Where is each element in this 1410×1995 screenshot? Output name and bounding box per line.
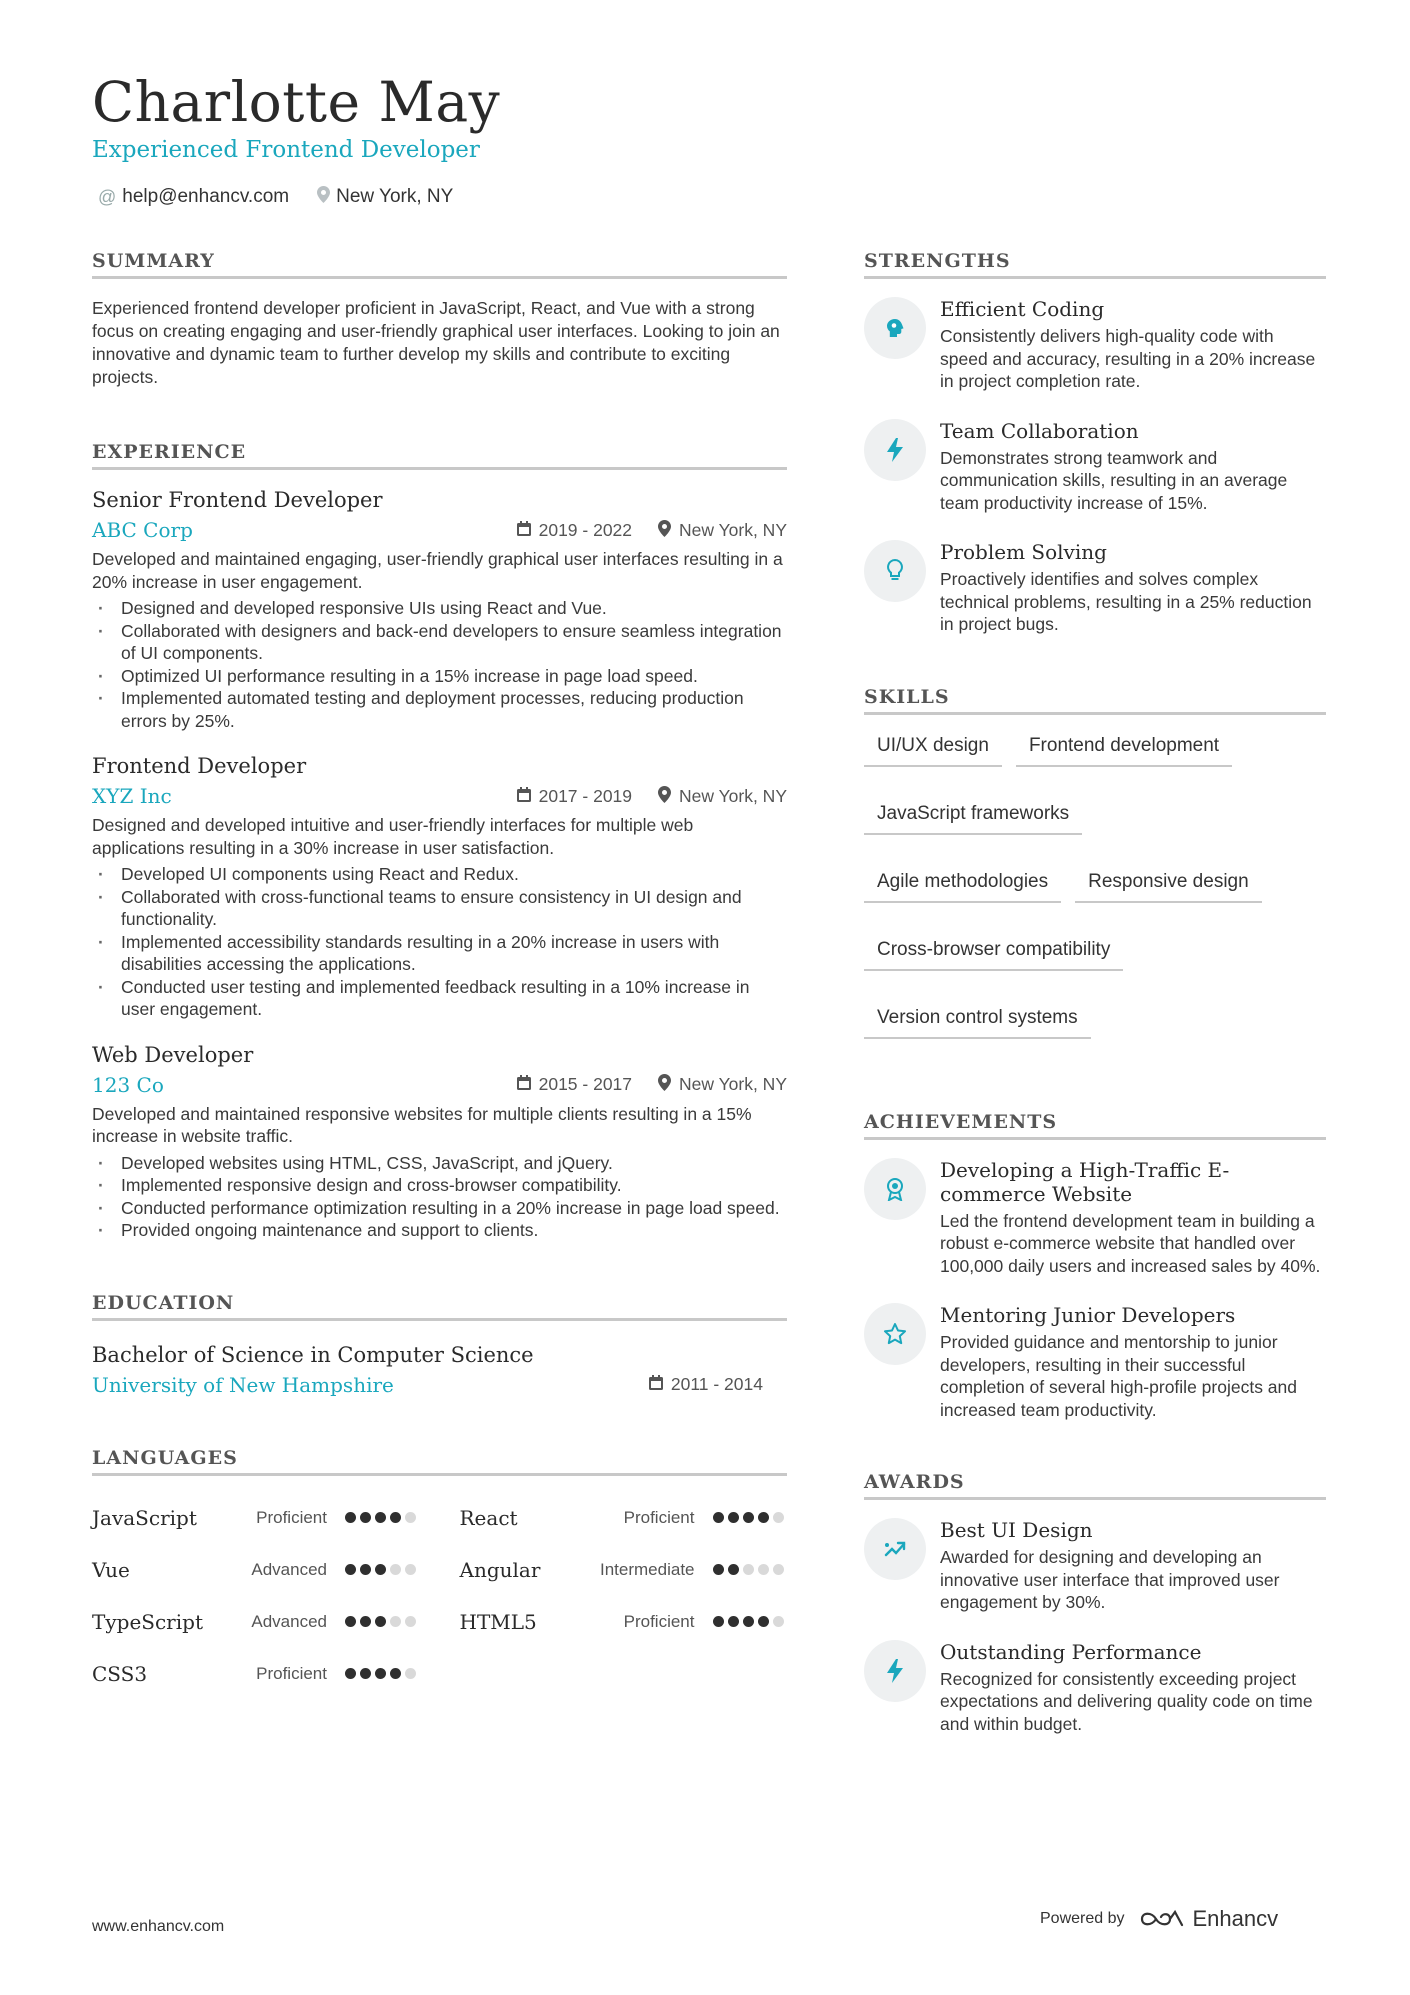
email-text: help@enhancv.com (122, 186, 290, 207)
degree: Bachelor of Science in Computer Science (92, 1342, 534, 1367)
proficiency-dots (345, 1564, 416, 1575)
skill-tag: Frontend development (1016, 731, 1232, 767)
card-title: Efficient Coding (940, 297, 1105, 321)
proficiency-dot (728, 1512, 739, 1523)
proficiency-dot (728, 1616, 739, 1627)
card-body (940, 1640, 1326, 1736)
skill-tag: UI/UX design (864, 731, 1002, 767)
card-title: Outstanding Performance (940, 1639, 1202, 1664)
job-title: Web Developer (92, 1042, 254, 1067)
proficiency-dot (360, 1512, 371, 1523)
proficiency-dot (405, 1512, 416, 1523)
job-entry (92, 488, 787, 732)
bullet-item: · Collaborated with cross-functional teams to ensure consistency in UI design and functionality. (92, 886, 787, 931)
job-bullets (92, 1152, 787, 1242)
section-heading: LANGUAGES (92, 1447, 787, 1476)
card-title: Developing a High-Traffic E-commerce Website (940, 1157, 1230, 1206)
skill-tag: Agile methodologies (864, 867, 1061, 903)
proficiency-dots (345, 1616, 416, 1627)
language-name: CSS3 (92, 1661, 148, 1686)
job-meta-row (92, 1073, 787, 1097)
bullet-item: · Provided ongoing maintenance and support to clients. (92, 1219, 787, 1242)
language-item (92, 1544, 420, 1596)
proficiency-dot (390, 1616, 401, 1627)
language-name: Vue (92, 1557, 130, 1582)
lightbulb-icon (864, 540, 926, 602)
footer-powered (1040, 1906, 1278, 1932)
job-date-group (517, 1074, 632, 1095)
growth-arrow-icon (864, 1518, 926, 1580)
proficiency-dot (390, 1512, 401, 1523)
job-location-group (658, 1074, 787, 1095)
section-heading: SUMMARY (92, 250, 787, 279)
language-grid (92, 1492, 787, 1700)
job-date-group (517, 786, 632, 807)
proficiency-dot (728, 1564, 739, 1575)
section-heading: SKILLS (864, 686, 1326, 715)
strengths-item (864, 540, 1326, 636)
bullet-item: · Optimized UI performance resulting in a 15% increase in page load speed. (92, 665, 787, 688)
education-dates (649, 1374, 763, 1395)
language-item (92, 1492, 420, 1544)
language-name: TypeScript (92, 1609, 203, 1634)
language-level: Proficient (256, 1663, 327, 1683)
job-description: Developed and maintained responsive websites for multiple clients resulting in a 15% increase in website traffic. (92, 1103, 752, 1146)
proficiency-dots (345, 1668, 416, 1679)
proficiency-dot (375, 1616, 386, 1627)
enhancv-logo-icon (1139, 1908, 1185, 1930)
language-item (460, 1544, 788, 1596)
achievements-item (864, 1158, 1326, 1278)
proficiency-dot (743, 1512, 754, 1523)
card-body (940, 1158, 1326, 1278)
language-level: Advanced (251, 1559, 327, 1579)
job-title: Frontend Developer (92, 754, 307, 778)
card-description: Led the frontend development team in building a robust e-commerce website that handled over 100,000 daily users and increased sales by 40%. (940, 1210, 1321, 1276)
proficiency-dot (390, 1564, 401, 1575)
awards-section (864, 1471, 1326, 1735)
proficiency-dot (345, 1668, 356, 1679)
achievements-item (864, 1303, 1326, 1421)
proficiency-dot (345, 1616, 356, 1627)
proficiency-dot (360, 1616, 371, 1627)
card-description: Proactively identifies and solves complex technical problems, resulting in a 25% reduction in project bugs. (940, 569, 1312, 634)
proficiency-dot (713, 1564, 724, 1575)
medal-icon (864, 1158, 926, 1220)
date-range: 2019 - 2022 (538, 519, 633, 540)
job-description: Developed and maintained engaging, user-friendly graphical user interfaces resulting in a 20% increase in user engagement. (92, 549, 783, 592)
language-level: Proficient (623, 1507, 695, 1527)
card-body (940, 297, 1326, 393)
proficiency-dot (405, 1564, 416, 1575)
bullet-item: · Implemented accessibility standards resulting in a 20% increase in users with disabilities accessing the applications. (92, 931, 787, 976)
brand-logo[interactable] (1139, 1906, 1279, 1932)
calendar-icon (649, 1375, 663, 1394)
calendar-icon (517, 787, 531, 806)
job-date-group (517, 520, 632, 541)
strengths-section (864, 250, 1326, 636)
candidate-title: Experienced Frontend Developer (92, 137, 480, 163)
job-entry (92, 1043, 787, 1242)
achievements-section (864, 1111, 1326, 1422)
powered-by-label: Powered by (1040, 1910, 1125, 1927)
language-item (92, 1648, 420, 1700)
proficiency-dot (773, 1512, 784, 1523)
proficiency-dot (360, 1668, 371, 1679)
proficiency-dot (758, 1512, 769, 1523)
job-location: New York, NY (679, 1074, 787, 1094)
bullet-item: · Implemented responsive design and cross-browser compatibility. (92, 1174, 787, 1197)
brand-name: Enhancv (1192, 1906, 1279, 1931)
bullet-item: · Implemented automated testing and deployment processes, reducing production errors by 25%. (92, 687, 787, 732)
proficiency-dot (773, 1616, 784, 1627)
company-name: 123 Co (92, 1072, 164, 1097)
proficiency-dot (405, 1668, 416, 1679)
card-title: Mentoring Junior Developers (940, 1303, 1236, 1327)
skill-tag: Version control systems (864, 1003, 1091, 1039)
proficiency-dot (345, 1564, 356, 1575)
language-level: Proficient (623, 1611, 695, 1631)
card-description: Demonstrates strong teamwork and communication skills, resulting in an average team productivity increase of 15%. (940, 447, 1288, 513)
candidate-name: Charlotte May (92, 70, 501, 134)
language-name: React (459, 1505, 518, 1530)
card-title: Best UI Design (940, 1518, 1093, 1542)
calendar-icon (517, 1075, 531, 1094)
section-heading: STRENGTHS (864, 250, 1326, 279)
card-description: Provided guidance and mentorship to junior developers, resulting in their successful completion of several high-profile projects and increased team productivity. (940, 1332, 1297, 1420)
section-heading: EDUCATION (92, 1292, 787, 1321)
skill-tag: JavaScript frameworks (864, 799, 1082, 835)
section-heading: EXPERIENCE (92, 441, 787, 470)
job-title: Senior Frontend Developer (92, 488, 383, 512)
card-description: Consistently delivers high-quality code with speed and accuracy, resulting in a 20% increase in project completion rate. (940, 326, 1316, 391)
job-meta (517, 520, 787, 541)
proficiency-dots (345, 1512, 416, 1523)
awards-item (864, 1518, 1326, 1614)
summary-text: Experienced frontend developer proficient in JavaScript, React, and Vue with a strong focus on creating engaging and user-friendly graphical user interfaces. Looking to join an innovative and dynamic team to further develop my skills and contribute to exciting projects. (92, 298, 780, 387)
proficiency-dot (375, 1668, 386, 1679)
section-heading: ACHIEVEMENTS (864, 1111, 1326, 1140)
language-level: Proficient (256, 1507, 327, 1527)
lightning-icon (864, 1640, 926, 1702)
location-text: New York, NY (336, 186, 454, 207)
brain-icon (864, 297, 926, 359)
date-range: 2011 - 2014 (670, 1374, 763, 1394)
bullet-item: · Conducted performance optimization resulting in a 20% increase in page load speed. (92, 1197, 787, 1220)
card-title: Problem Solving (940, 540, 1107, 564)
job-location-group (658, 786, 787, 807)
proficiency-dot (375, 1512, 386, 1523)
proficiency-dots (713, 1564, 784, 1575)
language-name: HTML5 (459, 1609, 537, 1634)
proficiency-dot (375, 1564, 386, 1575)
card-body (940, 1303, 1326, 1421)
language-level: Intermediate (600, 1559, 695, 1579)
skill-tag: Cross-browser compatibility (864, 935, 1123, 971)
summary-section (92, 250, 787, 389)
job-location: New York, NY (679, 785, 787, 806)
education-section (92, 1292, 787, 1397)
job-list (92, 488, 787, 1242)
card-body (940, 1518, 1326, 1614)
school-name: University of New Hampshire (92, 1372, 394, 1397)
card-body (940, 419, 1326, 515)
date-range: 2015 - 2017 (538, 1074, 633, 1094)
job-description: Designed and developed intuitive and user-friendly interfaces for multiple web applications resulting in a 30% increase in user satisfaction. (92, 815, 694, 858)
language-name: Angular (459, 1557, 541, 1582)
footer-website[interactable]: www.enhancv.com (92, 1918, 225, 1935)
left-column (92, 250, 787, 1700)
skills-section (864, 686, 1326, 1039)
proficiency-dot (360, 1564, 371, 1575)
location-pin-icon (317, 186, 330, 208)
language-level: Advanced (251, 1611, 327, 1631)
proficiency-dot (758, 1564, 769, 1575)
location-pin-icon (658, 520, 671, 541)
card-body (940, 540, 1326, 636)
proficiency-dot (345, 1512, 356, 1523)
job-meta-row (92, 518, 787, 542)
proficiency-dot (773, 1564, 784, 1575)
location-pin-icon (658, 1074, 671, 1095)
proficiency-dot (390, 1668, 401, 1679)
location-pin-icon (658, 786, 671, 807)
lightning-icon (864, 419, 926, 481)
proficiency-dot (713, 1616, 724, 1627)
bullet-item: · Conducted user testing and implemented feedback resulting in a 10% increase in user engagement. (92, 976, 787, 1021)
awards-list (864, 1518, 1326, 1735)
date-range: 2017 - 2019 (538, 785, 633, 806)
proficiency-dot (713, 1512, 724, 1523)
job-location-group (658, 520, 787, 541)
job-bullets (92, 863, 787, 1021)
star-icon (864, 1303, 926, 1365)
language-item (460, 1596, 788, 1648)
contact-bar (98, 186, 453, 208)
education-date-group (649, 1374, 763, 1395)
company-name: XYZ Inc (92, 784, 172, 808)
language-name: JavaScript (92, 1505, 197, 1530)
card-description: Awarded for designing and developing an innovative user interface that improved user engagement by 30%. (940, 1547, 1280, 1612)
bullet-item: · Developed UI components using React and Redux. (92, 863, 787, 886)
experience-section (92, 441, 787, 1242)
awards-item (864, 1640, 1326, 1736)
contact-location (317, 186, 453, 208)
job-meta (517, 1074, 787, 1095)
proficiency-dot (405, 1616, 416, 1627)
proficiency-dot (743, 1564, 754, 1575)
language-item (92, 1596, 420, 1648)
card-description: Recognized for consistently exceeding project expectations and delivering quality code on time and within budget. (940, 1668, 1313, 1734)
strengths-item (864, 297, 1326, 393)
job-location: New York, NY (679, 519, 787, 540)
proficiency-dots (713, 1616, 784, 1627)
job-bullets (92, 597, 787, 732)
at-icon: @ (98, 186, 117, 207)
proficiency-dots (713, 1512, 784, 1523)
bullet-item: · Collaborated with designers and back-end developers to ensure seamless integration of UI components. (92, 620, 787, 665)
proficiency-dot (758, 1616, 769, 1627)
skill-tag: Responsive design (1075, 867, 1262, 903)
education-row (92, 1373, 787, 1397)
job-meta-row (92, 784, 787, 808)
skills-list (864, 731, 1326, 1039)
language-item (460, 1492, 788, 1544)
job-entry (92, 754, 787, 1021)
right-column (864, 250, 1326, 1735)
languages-section (92, 1447, 787, 1700)
bullet-item: · Developed websites using HTML, CSS, JavaScript, and jQuery. (92, 1152, 787, 1175)
card-title: Team Collaboration (940, 418, 1139, 443)
strengths-item (864, 419, 1326, 515)
section-heading: AWARDS (864, 1471, 1326, 1500)
proficiency-dot (743, 1616, 754, 1627)
company-name: ABC Corp (92, 518, 193, 542)
bullet-item: · Designed and developed responsive UIs using React and Vue. (92, 597, 787, 620)
achievements-list (864, 1158, 1326, 1422)
job-meta (517, 786, 787, 807)
calendar-icon (517, 521, 531, 540)
contact-email[interactable] (98, 186, 289, 208)
strengths-list (864, 297, 1326, 636)
